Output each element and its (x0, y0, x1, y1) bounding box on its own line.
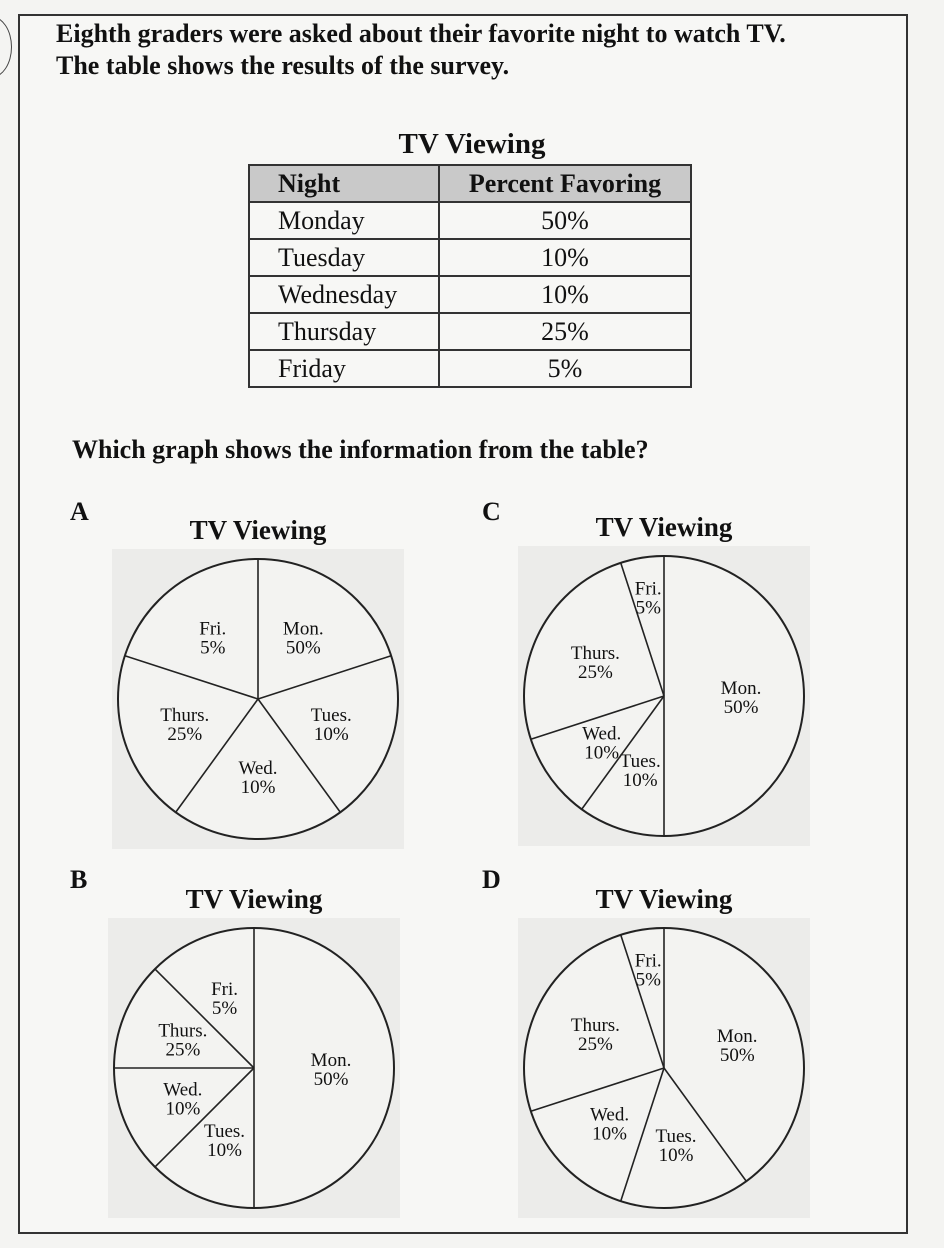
slice-percent-c: 25% (577, 662, 613, 684)
pie-chart-d[interactable] (514, 884, 814, 1224)
table-row (249, 202, 691, 239)
table-row (249, 313, 691, 350)
slice-name-a: Fri. (199, 618, 227, 640)
cell-percent: 10% (439, 239, 691, 276)
chart-title-b: TV Viewing (185, 884, 323, 914)
cell-night: Wednesday (249, 276, 439, 313)
slice-name-d: Mon. (716, 1026, 758, 1048)
slice-percent-a: 10% (240, 777, 276, 798)
table-row (249, 350, 691, 387)
slice-percent-a: 5% (200, 637, 226, 659)
table-header-row (249, 165, 691, 202)
intro-line-2: The table shows the results of the survey. (56, 51, 510, 80)
slice-name-d: Tues. (655, 1126, 697, 1148)
slice-percent-c: 10% (584, 742, 620, 764)
table-title: TV Viewing (398, 128, 546, 160)
slice-percent-c: 50% (723, 697, 759, 718)
pie-svg-a (108, 549, 408, 849)
corner-mark (0, 16, 12, 78)
chart-title-c: TV Viewing (595, 512, 733, 542)
slice-percent-b: 10% (165, 1098, 201, 1120)
slice-name-c: Fri. (634, 578, 662, 600)
pie-svg-b (104, 918, 404, 1218)
slice-name-c: Wed. (582, 723, 622, 745)
slice-percent-c: 5% (635, 597, 661, 619)
slice-percent-b: 10% (207, 1140, 242, 1162)
pie-svg-d (514, 918, 814, 1218)
option-letter-d[interactable]: D (482, 865, 501, 894)
slice-name-b: Thurs. (158, 1020, 208, 1042)
slice-name-c: Mon. (720, 678, 762, 699)
slice-name-a: Tues. (310, 704, 352, 726)
pie-chart-a[interactable] (108, 515, 408, 855)
slice-percent-d: 10% (658, 1145, 694, 1167)
slice-percent-c: 10% (622, 770, 658, 792)
slice-percent-d: 5% (635, 969, 661, 991)
intro-line-1: Eighth graders were asked about their favorite night to watch TV. (56, 19, 786, 48)
cell-percent: 25% (439, 313, 691, 350)
cell-percent: 10% (439, 276, 691, 313)
slice-percent-d: 10% (592, 1123, 627, 1145)
question-text: Which graph shows the information from the table? (72, 435, 649, 464)
option-letter-c[interactable]: C (482, 497, 501, 526)
option-letter-a[interactable]: A (70, 497, 89, 526)
option-letter-b[interactable]: B (70, 865, 88, 894)
tv-viewing-table (248, 164, 692, 388)
table-row (249, 276, 691, 313)
table-row (249, 239, 691, 276)
slice-percent-a: 50% (285, 637, 321, 659)
slice-name-d: Fri. (634, 950, 662, 972)
cell-percent: 5% (439, 350, 691, 387)
slice-percent-b: 25% (165, 1039, 201, 1061)
slice-name-a: Wed. (238, 758, 278, 779)
cell-night: Thursday (249, 313, 439, 350)
slice-name-b: Mon. (310, 1050, 352, 1071)
slice-percent-d: 50% (719, 1045, 755, 1067)
pie-svg-c (514, 546, 814, 846)
slice-percent-a: 10% (313, 723, 349, 745)
slice-percent-d: 25% (577, 1034, 613, 1056)
cell-percent: 50% (439, 202, 691, 239)
cell-night: Tuesday (249, 239, 439, 276)
slice-name-c: Thurs. (570, 643, 620, 665)
cell-night: Friday (249, 350, 439, 387)
header-night: Night (249, 165, 439, 202)
intro-text (56, 18, 856, 82)
slice-name-b: Tues. (204, 1121, 246, 1143)
slice-percent-b: 50% (313, 1069, 349, 1090)
chart-title-a: TV Viewing (189, 515, 327, 545)
slice-name-a: Mon. (282, 618, 324, 640)
pie-chart-b[interactable] (104, 884, 404, 1224)
pie-chart-c[interactable] (514, 512, 814, 852)
cell-night: Monday (249, 202, 439, 239)
chart-title-d: TV Viewing (595, 884, 733, 914)
slice-percent-b: 5% (211, 997, 238, 1019)
slice-name-b: Fri. (211, 978, 239, 1000)
slice-name-c: Tues. (619, 751, 661, 773)
slice-name-a: Thurs. (160, 704, 210, 726)
header-percent: Percent Favoring (439, 165, 691, 202)
slice-name-d: Thurs. (570, 1015, 620, 1037)
slice-percent-a: 25% (167, 723, 203, 745)
slice-name-d: Wed. (589, 1104, 630, 1126)
slice-name-b: Wed. (163, 1079, 203, 1101)
